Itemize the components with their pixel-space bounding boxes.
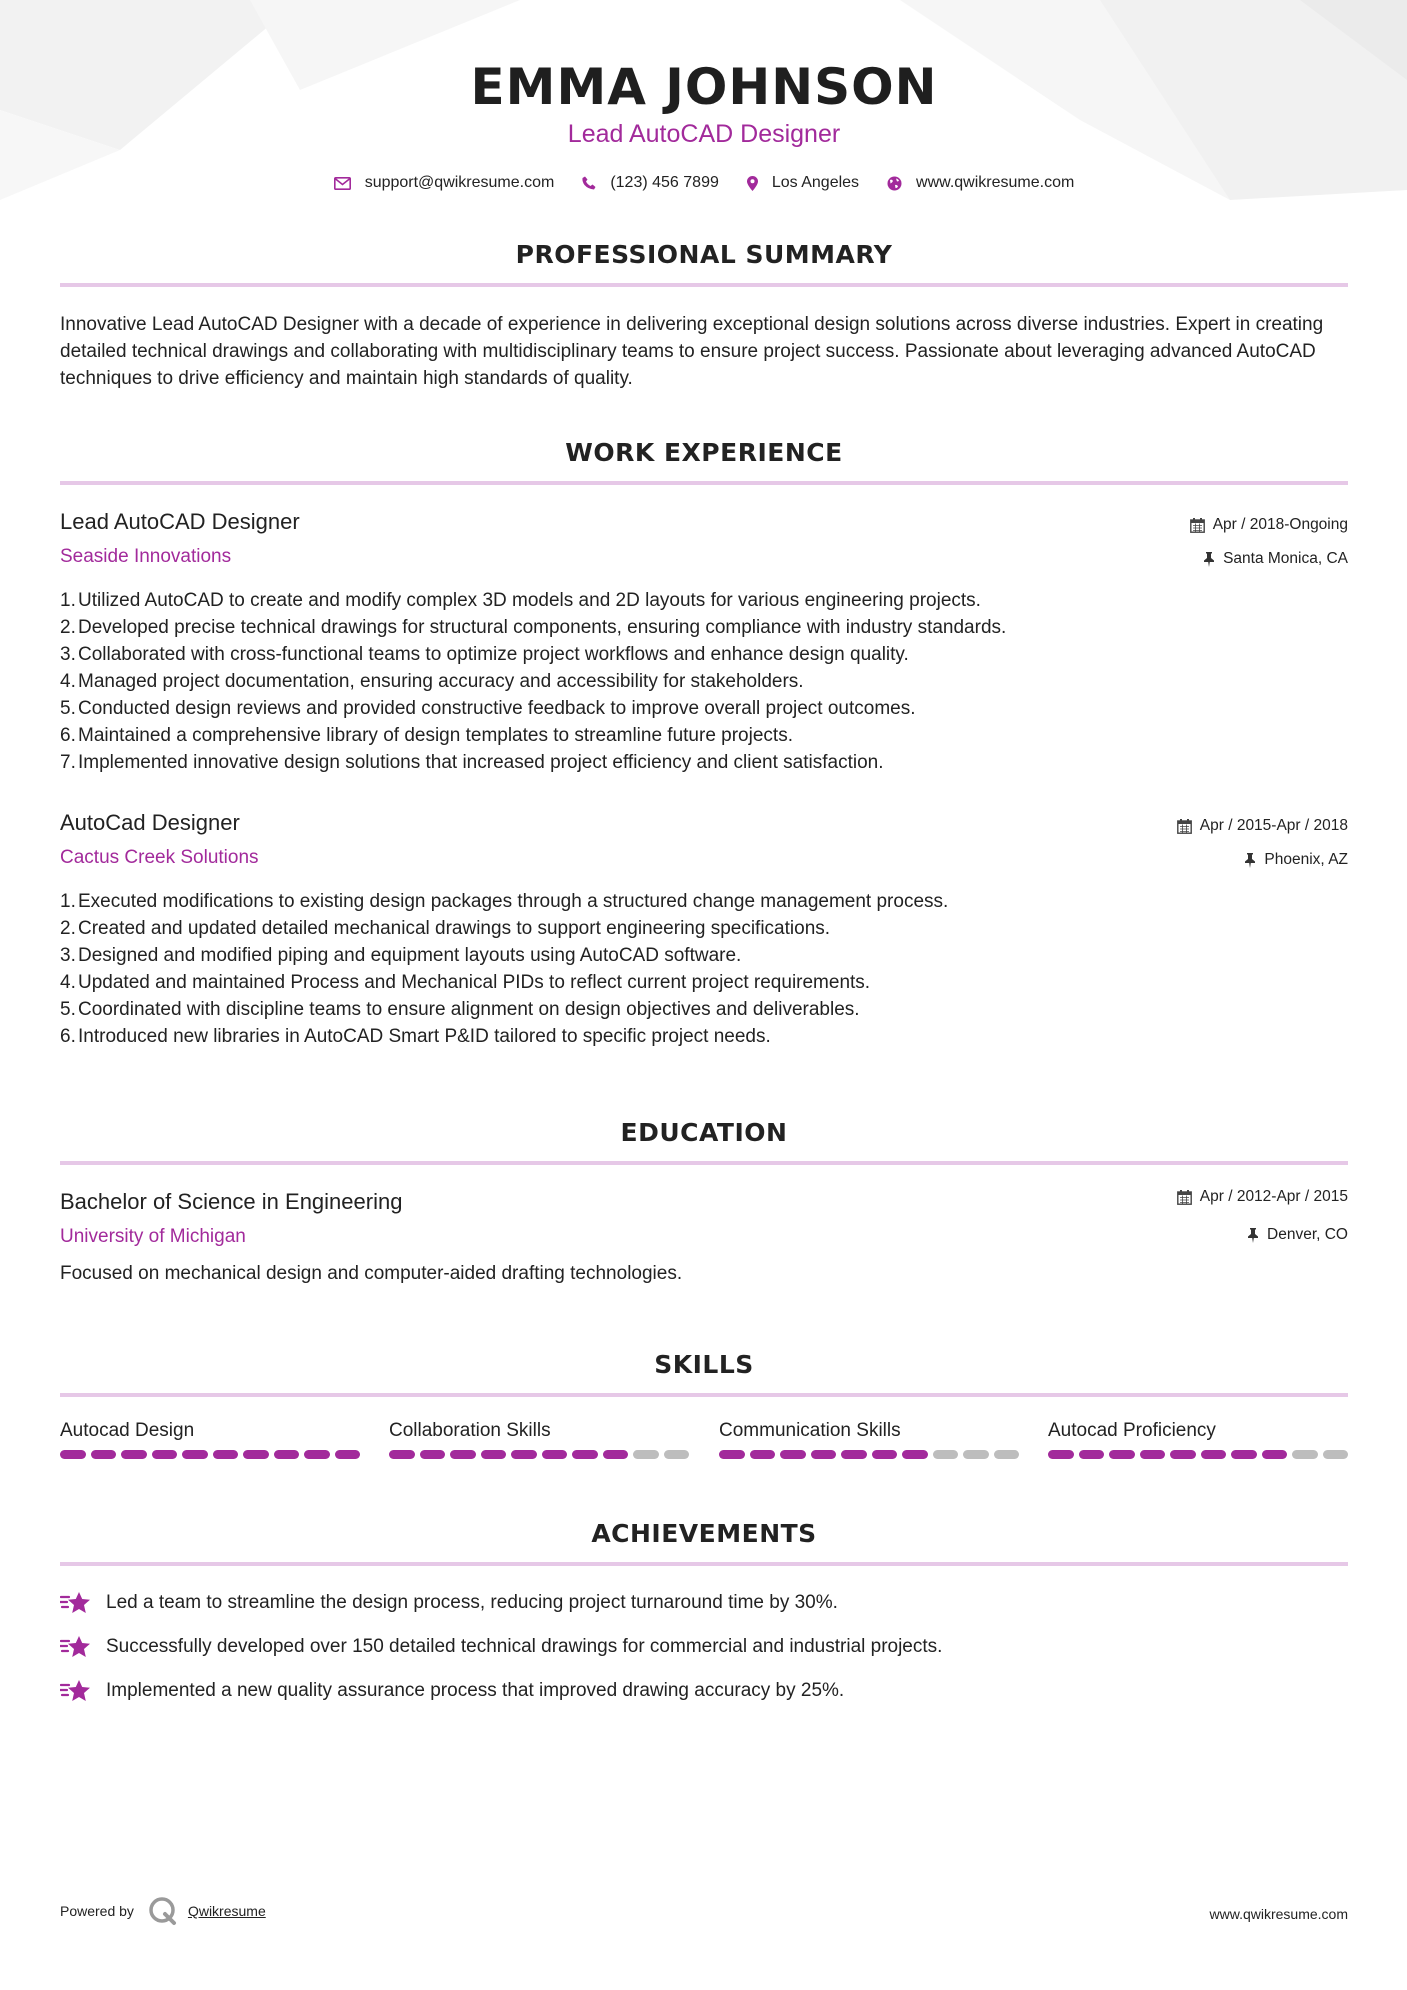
skill-segment-filled [572, 1450, 598, 1459]
skill-segment-filled [1109, 1450, 1135, 1459]
skill-label: Autocad Design [60, 1420, 195, 1441]
skill-segment-filled [511, 1450, 537, 1459]
skill-segment-filled [902, 1450, 928, 1459]
skill-item [60, 1420, 360, 1459]
calendar-icon [1177, 819, 1192, 834]
job-responsibilities [60, 888, 1348, 1050]
experience-heading: WORK EXPERIENCE [565, 438, 843, 467]
contact-email[interactable] [334, 174, 555, 192]
calendar-icon [1190, 518, 1205, 533]
education-location: Denver, CO [1247, 1226, 1348, 1244]
list-item: 1. Executed modifications to existing design packages through a structured change management process. [60, 891, 949, 912]
skill-segment-filled [420, 1450, 446, 1459]
skill-label: Collaboration Skills [389, 1420, 551, 1441]
skill-segment-filled [91, 1450, 117, 1459]
skill-level-bar [389, 1450, 689, 1459]
education-divider [60, 1161, 1348, 1165]
list-item: 2. Developed precise technical drawings for structural components, ensuring compliance with industry standards. [60, 617, 1007, 638]
list-item: 6. Maintained a comprehensive library of design templates to streamline future projects. [60, 725, 793, 746]
job-title: Lead AutoCAD Designer [60, 509, 300, 534]
skills-divider [60, 1393, 1348, 1397]
summary-heading: PROFESSIONAL SUMMARY [515, 240, 893, 269]
envelope-icon [334, 177, 351, 190]
skill-segment-filled [152, 1450, 178, 1459]
skill-level-bar [60, 1450, 360, 1459]
skill-segment-filled [1201, 1450, 1227, 1459]
job-location: Santa Monica, CA [1203, 550, 1348, 568]
phone-text: (123) 456 7899 [610, 174, 719, 191]
achievement-item: Implemented a new quality assurance process that improved drawing accuracy by 25%. [60, 1679, 844, 1703]
education-date: Apr / 2012-Apr / 2015 [1177, 1188, 1348, 1206]
achievements-heading: ACHIEVEMENTS [591, 1519, 817, 1548]
skill-segment-filled [1231, 1450, 1257, 1459]
list-item: 3. Collaborated with cross-functional teams to optimize project workflows and enhance design quality. [60, 644, 909, 665]
star-icon [60, 1679, 92, 1703]
list-item: 5. Coordinated with discipline teams to ensure alignment on design objectives and deliverables. [60, 999, 860, 1020]
skill-segment-empty [1292, 1450, 1318, 1459]
skill-segment-filled [335, 1450, 361, 1459]
skill-segment-filled [1079, 1450, 1105, 1459]
list-item: 2. Created and updated detailed mechanical drawings to support engineering specifications. [60, 918, 831, 939]
job-date: Apr / 2015-Apr / 2018 [1177, 817, 1348, 835]
skill-segment-filled [1262, 1450, 1288, 1459]
experience-divider [60, 481, 1348, 485]
skill-segment-empty [633, 1450, 659, 1459]
contact-location [747, 174, 859, 192]
skill-segment-filled [450, 1450, 476, 1459]
email-text: support@qwikresume.com [364, 174, 555, 191]
calendar-icon [1177, 1190, 1192, 1205]
skill-item [719, 1420, 1019, 1459]
location-text: Los Angeles [771, 174, 860, 191]
achievements-divider [60, 1562, 1348, 1566]
skills-heading: SKILLS [654, 1350, 754, 1379]
job-date: Apr / 2018-Ongoing [1190, 516, 1348, 534]
skill-segment-filled [841, 1450, 867, 1459]
skill-segment-filled [121, 1450, 147, 1459]
list-item: 1. Utilized AutoCAD to create and modify complex 3D models and 2D layouts for various engineering projects. [60, 590, 981, 611]
skill-segment-empty [963, 1450, 989, 1459]
skill-segment-filled [811, 1450, 837, 1459]
skill-segment-filled [719, 1450, 745, 1459]
achievement-item: Successfully developed over 150 detailed technical drawings for commercial and industrial projects. [60, 1635, 942, 1659]
brand-link[interactable]: Qwikresume [187, 1903, 266, 1919]
summary-divider [60, 283, 1348, 287]
skill-segment-filled [243, 1450, 269, 1459]
skill-label: Communication Skills [719, 1420, 901, 1441]
education-school: University of Michigan [60, 1226, 246, 1247]
job-location: Phoenix, AZ [1244, 851, 1348, 869]
list-item: 5. Conducted design reviews and provided constructive feedback to improve overall project outcomes. [60, 698, 916, 719]
star-icon [60, 1591, 92, 1615]
powered-by-text: Powered by [60, 1903, 134, 1919]
resume-page [60, 0, 1348, 1990]
pushpin-icon [1247, 1228, 1259, 1243]
skill-segment-filled [1048, 1450, 1074, 1459]
achievement-item: Led a team to streamline the design process, reducing project turnaround time by 30%. [60, 1591, 838, 1615]
skill-label: Autocad Proficiency [1048, 1420, 1216, 1441]
candidate-name: EMMA JOHNSON [470, 58, 938, 116]
qwikresume-logo-icon [148, 1896, 178, 1926]
list-item: 7. Implemented innovative design solutions that increased project efficiency and client satisfaction. [60, 752, 884, 773]
skill-segment-filled [542, 1450, 568, 1459]
skill-segment-filled [481, 1450, 507, 1459]
skill-item [389, 1420, 689, 1459]
summary-text: Innovative Lead AutoCAD Designer with a decade of experience in delivering exceptional design solutions across diverse industries. Expert in creating detailed technical drawings and collaborating with multidisciplinary teams to ensure project success. Passionate about leveraging advanced AutoCAD techniques to drive efficiency and maintain high standards of quality. [60, 314, 1324, 389]
skill-segment-filled [1170, 1450, 1196, 1459]
education-description: Focused on mechanical design and computer-aided drafting technologies. [60, 1263, 683, 1284]
education-degree: Bachelor of Science in Engineering [60, 1189, 403, 1214]
website-text: www.qwikresume.com [916, 174, 1075, 191]
phone-icon [582, 176, 596, 190]
skill-segment-filled [780, 1450, 806, 1459]
skill-segment-filled [304, 1450, 330, 1459]
skill-segment-filled [750, 1450, 776, 1459]
contact-website[interactable] [887, 174, 1074, 192]
pushpin-icon [1203, 552, 1215, 567]
skill-segment-filled [213, 1450, 239, 1459]
contact-bar [60, 174, 1348, 192]
list-item: 4. Updated and maintained Process and Mechanical PIDs to reflect current project requirements. [60, 972, 871, 993]
skill-item [1048, 1420, 1348, 1459]
job-responsibilities [60, 587, 1348, 776]
footer-powered-by [60, 1896, 266, 1926]
skill-segment-filled [182, 1450, 208, 1459]
globe-icon [887, 176, 902, 191]
skill-segment-empty [933, 1450, 959, 1459]
skill-segment-filled [274, 1450, 300, 1459]
list-item: 4. Managed project documentation, ensuring accuracy and accessibility for stakeholders. [60, 671, 804, 692]
education-heading: EDUCATION [620, 1118, 788, 1147]
job-company: Cactus Creek Solutions [60, 847, 259, 868]
star-icon [60, 1635, 92, 1659]
skill-segment-empty [1323, 1450, 1349, 1459]
skill-segment-empty [994, 1450, 1020, 1459]
skill-segment-empty [664, 1450, 690, 1459]
skill-level-bar [1048, 1450, 1348, 1459]
footer-website[interactable]: www.qwikresume.com [1209, 1906, 1348, 1922]
skill-segment-filled [60, 1450, 86, 1459]
candidate-role: Lead AutoCAD Designer [567, 120, 841, 148]
job-company: Seaside Innovations [60, 546, 232, 567]
list-item: 3. Designed and modified piping and equipment layouts using AutoCAD software. [60, 945, 742, 966]
pushpin-icon [1244, 853, 1256, 868]
skill-segment-filled [389, 1450, 415, 1459]
job-title: AutoCad Designer [60, 810, 240, 835]
skill-segment-filled [872, 1450, 898, 1459]
map-marker-icon [747, 176, 758, 191]
contact-phone[interactable] [582, 174, 719, 192]
skill-segment-filled [603, 1450, 629, 1459]
list-item: 6. Introduced new libraries in AutoCAD Smart P&ID tailored to specific project needs. [60, 1026, 771, 1047]
skill-segment-filled [1140, 1450, 1166, 1459]
skill-level-bar [719, 1450, 1019, 1459]
